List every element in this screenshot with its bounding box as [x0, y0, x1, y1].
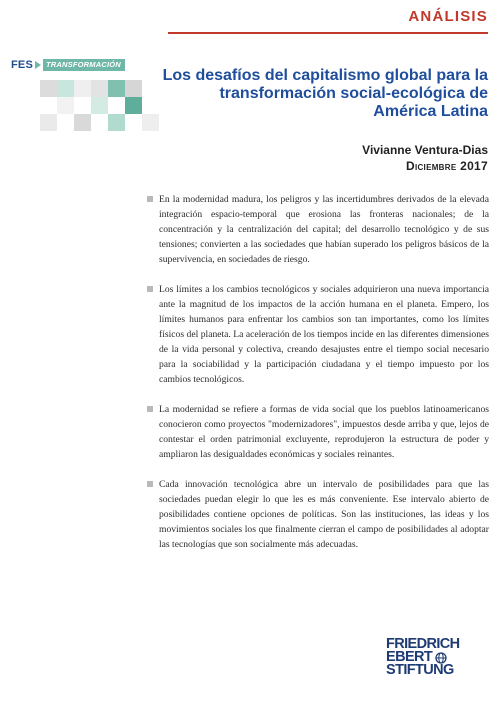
paragraph-text: Cada innovación tecnológica abre un intervalo de posibilidades para que las sociedades puedan elegir lo que les es más conveniente. Ese intervalo abierto de posibilidades contiene opciones de políticas. Son las instituciones, las ideas y los movimientos sociales los que finalmente cierran el campo de posibilidades al adoptar las tecnologías que son socialmente más adecuadas. — [159, 479, 489, 550]
mosaic-square — [108, 114, 125, 131]
brand-short: FES — [11, 59, 33, 71]
friedrich-ebert-stiftung-logo — [386, 638, 490, 677]
mosaic-square — [142, 114, 159, 131]
summary-body — [147, 192, 489, 567]
paragraph-text: Los límites a los cambios tecnológicos y sociales adquirieron una nueva importancia ante la magnitud de los impactos de la acción humana en el planeta. Empero, los límites humanos para enfrentar los cambios son tan importantes, como los límites físicos del planeta. La aceleración de los tiempos incide en las diferentes dimensiones de la vida personal y colectiva, creando desajustes entre el tiempo social necesario para la sociabilidad y la participación ciudadana y el tiempo impuesto por los cambios tecnológicos. — [159, 284, 489, 385]
summary-paragraph — [147, 192, 489, 267]
square-bullet-icon — [147, 481, 153, 487]
author: Vivianne Ventura-Dias — [362, 143, 488, 157]
brand-series: TRANSFORMACIÓN — [43, 59, 125, 71]
date: Diciembre 2017 — [405, 159, 488, 173]
mosaic-square — [74, 80, 91, 97]
mosaic-square — [91, 97, 108, 114]
arrow-icon — [35, 61, 41, 69]
paragraph-text: La modernidad se refiere a formas de vida social que los pueblos latinoamericanos conocieron como proyectos "modernizadores", impuestos desde arriba y que, lejos de contestar el orden patrimonial excluyente, reprodujeron la estructura de poder y ampliaron las desigualdades económicas y sociales reinantes. — [159, 404, 489, 460]
summary-paragraph — [147, 477, 489, 552]
mosaic-square — [125, 97, 142, 114]
logo-line: FRIEDRICH — [386, 636, 460, 652]
fes-transformacion-logo — [11, 59, 125, 71]
document-title: Los desafíos del capitalismo global para la transformación social-ecológica de América Latina — [162, 67, 488, 120]
square-bullet-icon — [147, 286, 153, 292]
square-bullet-icon — [147, 406, 153, 412]
mosaic-square — [108, 80, 125, 97]
section-label: ANÁLISIS — [408, 8, 488, 25]
mosaic-square — [91, 80, 108, 97]
summary-paragraph — [147, 402, 489, 462]
logo-line: EBERT — [386, 649, 433, 665]
mosaic-square — [74, 114, 91, 131]
header-rule — [168, 32, 488, 34]
mosaic-square — [57, 97, 74, 114]
mosaic-square — [57, 80, 74, 97]
mosaic-square — [125, 80, 142, 97]
mosaic-square — [40, 80, 57, 97]
paragraph-text: En la modernidad madura, los peligros y las incertidumbres derivados de la elevada integración espacio-temporal que erosiona las fronteras nacionales; de la concentración y la centralización del capital; del desarrollo tecnológico y de sus tensiones; convierten a las sociedades que habían superado los peligros básicos de la supervivencia, en sociedades de riesgo. — [159, 194, 489, 265]
summary-paragraph — [147, 282, 489, 387]
logo-line: STIFTUNG — [386, 662, 454, 678]
square-bullet-icon — [147, 196, 153, 202]
mosaic-square — [40, 114, 57, 131]
